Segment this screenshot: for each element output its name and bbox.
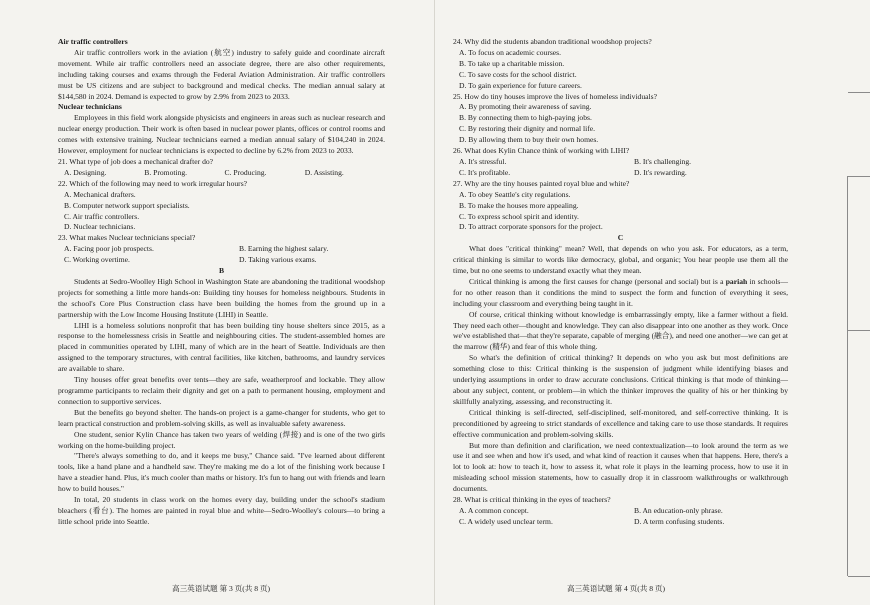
option: D. By allowing them to buy their own homes. — [459, 135, 599, 145]
option: C. Air traffic controllers. — [64, 211, 140, 221]
option: C. To save costs for the school district. — [459, 69, 577, 79]
question-28: 28. What is critical thinking in the eyes of teachers? — [453, 495, 611, 505]
question-24: 24. Why did the students abandon traditional woodshop projects? — [453, 37, 652, 46]
question-26-options-row2 — [453, 168, 788, 179]
option: A. By promoting their awareness of saving. — [459, 102, 592, 112]
paragraph: Critical thinking is self-directed, self-disciplined, self-monitored, and self-corrective thinking. It is preconditioned by agreeing to strict standards of excellence and taking care to use those standards. It requires effective communication and problem-solving skills. — [453, 407, 788, 439]
option: D. A term confusing students. — [634, 516, 725, 526]
option: B. An education-only phrase. — [634, 505, 723, 515]
page-footer-right: 高三英语试题 第 4 页(共 8 页) — [567, 584, 666, 593]
question-25: 25. How do tiny houses improve the lives of homeless individuals? — [453, 91, 657, 101]
question-23: 23. What makes Nuclear technicians special? — [58, 233, 196, 243]
paragraph: But the benefits go beyond shelter. The hands-on project is a game-changer for students, who get to learn practical construction and problem-solving skills, as well as invaluable safety awareness. — [58, 407, 385, 428]
page-footer-left: 高三英语试题 第 3 页(共 8 页) — [172, 584, 271, 593]
question-21: 21. What type of job does a mechanical drafter do? — [58, 156, 214, 166]
option: C. A widely used unclear term. — [459, 516, 553, 526]
option: C. Producing. — [224, 167, 267, 177]
text-run: Critical thinking is among the first causes for change (personal and social) but is a — [469, 276, 726, 286]
question-26-options-row1 — [453, 157, 788, 168]
option: B. To make the houses more appealing. — [459, 200, 579, 210]
margin-mark — [848, 576, 870, 577]
margin-rule — [847, 176, 848, 576]
paragraph — [453, 277, 788, 310]
paragraph: But more than definition and clarification, we need contextualization—to look around the term as we use it and see when and how it's used, and what kind of reaction it causes when that happens. Here, there's a lot to look at: how to teach it, how to assess it, what role it plays in the learning process, how to use it in misleading school mission statements, how to casually drop it in classroom walkthroughs or walkthrough documents. — [453, 440, 788, 494]
option: A. Designing. — [64, 167, 107, 177]
question-23-options-row2 — [58, 255, 385, 266]
text-run: in schools—for no other reason than it conditions the mind to suspect the form and function of everything it sees, including your classroom and everything being taught in it. — [453, 276, 788, 308]
option: C. Working overtime. — [64, 255, 130, 265]
paragraph: Of course, critical thinking without knowledge is embarrassingly empty, like a farmer without a field. They need each other—thought and knowledge. They can also disappear into one another as they work. Once we've established that—that they're separate, capable of merging (融合), and need one another—we can get at the marrow (精华) and fear of this whole thing. — [453, 309, 788, 352]
option: D. Nuclear technicians. — [64, 222, 136, 232]
question-28-options-row2 — [453, 517, 788, 528]
option: B. Promoting. — [144, 167, 188, 177]
paragraph: LIHI is a homeless solutions nonprofit that has been building tiny house shelters since 2015, as a response to the homelessness crisis in Seattle and neighbouring cities. The student-assembled homes are placed in communities operated by LIHI, many of which are in the heart of Seattle. Individuals are then assigned to the temporary structures, with central facilities, like kitchen, bathrooms, and laundry services are available to share. — [58, 320, 385, 374]
margin-mark — [848, 92, 870, 93]
option: C. It's profitable. — [459, 167, 511, 177]
option: D. Taking various exams. — [239, 255, 317, 265]
passage-label-c: C — [617, 233, 624, 243]
question-28-options-row1 — [453, 506, 788, 517]
option: B. Earning the highest salary. — [239, 244, 329, 254]
question-21-options — [58, 168, 385, 179]
highlighted-word: pariah — [725, 276, 748, 286]
option: D. To attract corporate sponsors for the project. — [459, 222, 603, 232]
option: B. To take up a charitable mission. — [459, 58, 565, 68]
option: D. To gain experience for future careers. — [459, 80, 582, 90]
section-title-nuclear: Nuclear technicians — [58, 102, 122, 112]
paragraph: One student, senior Kylin Chance has taken two years of welding (焊接) and is one of the two girls working on the home-building project. — [58, 429, 385, 450]
paragraph: Air traffic controllers work in the aviation (航空) industry to safely guide and coordinate aircraft movement. While air traffic controllers need an associate degree, there are also other requirements, including taking courses and exams through the Federal Aviation Administration. Air traffic controllers must be US citizens and are subject to background and medical checks. The median annual salary at $144,580 in 2024. Demand is expected to grow by 2.9% from 2023 to 2033. — [58, 47, 385, 101]
option: A. Mechanical drafters. — [64, 189, 136, 199]
option: A. Facing poor job prospects. — [64, 244, 154, 254]
option: A. A common concept. — [459, 505, 529, 515]
question-26: 26. What does Kylin Chance think of working with LIHI? — [453, 146, 630, 156]
right-page-column — [453, 37, 788, 528]
left-page-column — [58, 37, 385, 528]
paragraph: Tiny houses offer great benefits over tents—they are safe, weatherproof and lockable. They allow programme participants to reclaim their dignity and get on a path to permanent housing, employment and connection to supportive services. — [58, 375, 385, 406]
margin-mark — [848, 330, 870, 331]
option: B. Computer network support specialists. — [64, 200, 190, 210]
question-22: 22. Which of the following may need to work irregular hours? — [58, 178, 248, 188]
option: A. To focus on academic courses. — [459, 47, 562, 57]
option: D. It's rewarding. — [634, 167, 687, 177]
option: A. It's stressful. — [459, 156, 507, 166]
section-title-air-traffic: Air traffic controllers — [58, 37, 128, 46]
paragraph: In total, 20 students in class work on the homes every day, building under the school's stadium bleachers (看台). The homes are painted in royal blue and white—Sedro-Woolley's colours—to bring a little school pride into Seattle. — [58, 495, 385, 526]
page-divider — [434, 0, 435, 605]
margin-mark — [848, 176, 870, 177]
option: D. Assisting. — [304, 167, 344, 177]
paragraph: Employees in this field work alongside physicists and engineers in areas such as nuclear research and nuclear energy production. Their work is often based in nuclear power plants, offices or control rooms and comes with extensive training. Nuclear technicians earned a median annual salary of $104,240 in 2024. However, employment for nuclear technicians is expected to decline by 6.2% from 2023 to 2033. — [58, 113, 385, 156]
option: C. By restoring their dignity and normal life. — [459, 124, 596, 134]
paragraph: Students at Sedro-Woolley High School in Washington State are abandoning the traditional woodshop projects for something a little more hands-on: Building tiny houses for homeless neighbours. Students in the school's Core Plus Construction class have been building the homes from the ground up in a partnership with the Low Income Housing Institute (LIHI) in Seattle. — [58, 276, 385, 319]
paragraph: What does "critical thinking" mean? Well, that depends on who you ask. For educators, as a term, critical thinking is similar to words like democracy, global, and organic; You hear people use them all the time, but no one seems to understand exactly what they mean. — [453, 244, 788, 276]
option: B. It's challenging. — [634, 156, 692, 166]
question-27: 27. Why are the tiny houses painted royal blue and white? — [453, 178, 630, 188]
paragraph: So what's the definition of critical thinking? It depends on who you ask but most definitions are something close to this: Critical thinking is the suspension of judgment while identifying biases and underlying assumptions in order to draw accurate conclusions. Critical thinking is that mode of thinking—about any subject, content, or problem—in which the thinker improves the quality of his or her thinking by skillfully analyzing, assessing, and reconstructing it. — [453, 353, 788, 406]
passage-label-b: B — [218, 266, 225, 276]
option: C. To express school spirit and identity. — [459, 211, 579, 221]
option: B. By connecting them to high-paying jobs. — [459, 113, 592, 123]
question-23-options-row1 — [58, 244, 385, 255]
option: A. To obey Seattle's city regulations. — [459, 189, 571, 199]
paragraph: "There's always something to do, and it keeps me busy," Chance said. "I've learned about different tools, like a hand plane and a handheld saw. They're making me do a lot of the finishing work because I have a steadier hand. Plus, it's much cooler than maths or history. It's fun to hang out with friends and learn how to build houses." — [58, 451, 385, 494]
